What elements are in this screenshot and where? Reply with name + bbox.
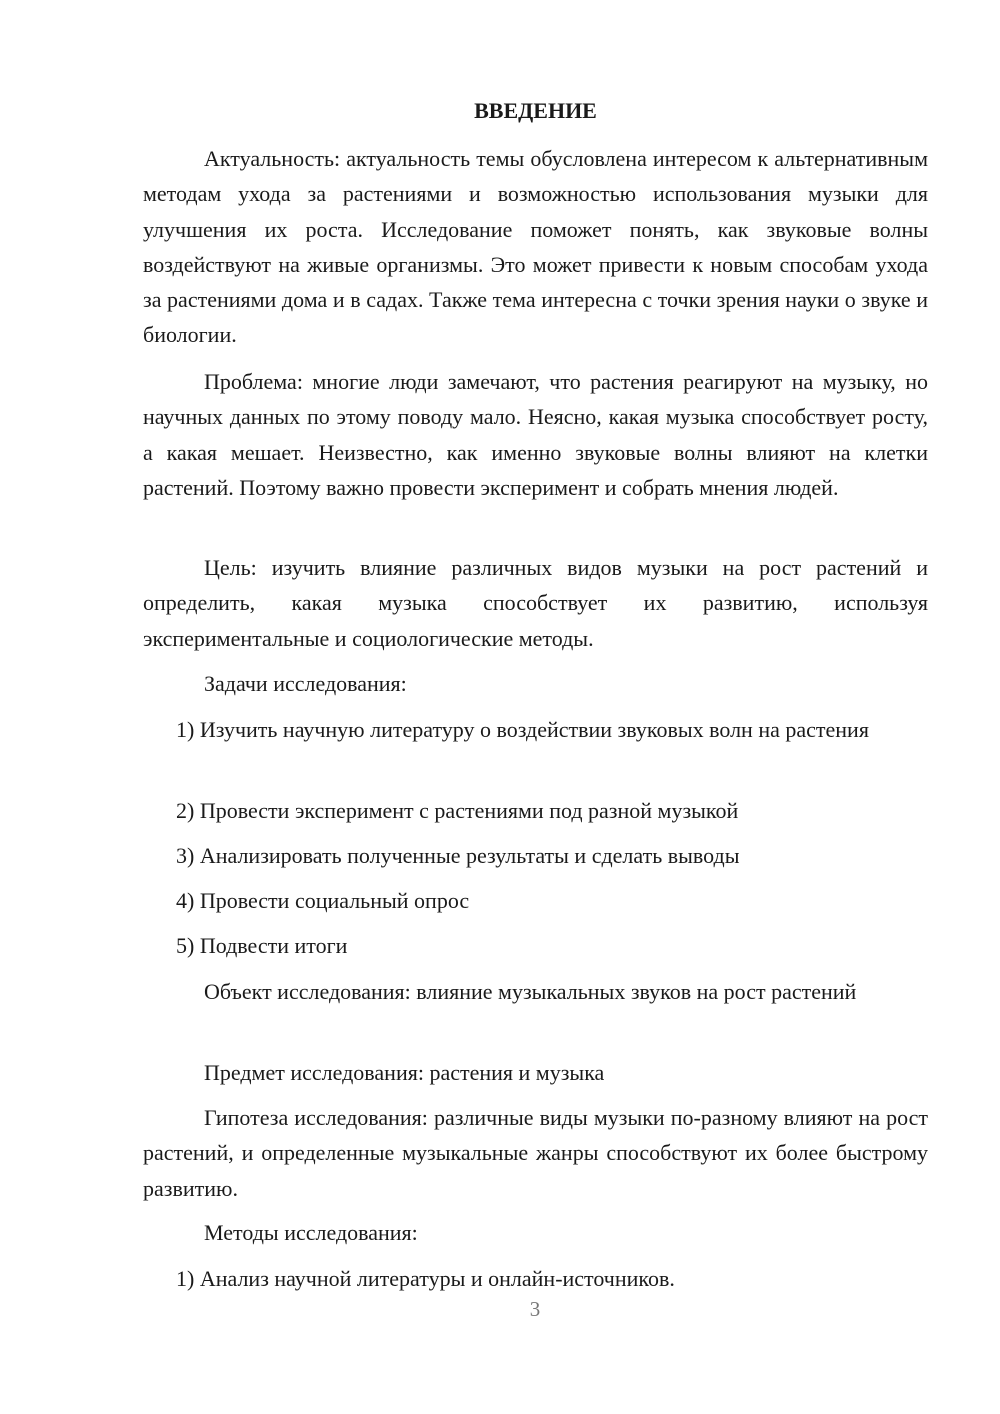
task-item: 1) Изучить научную литературу о воздействии звуковых волн на растения — [176, 717, 869, 742]
paragraph-hypothesis: Гипотеза исследования: различные виды музыки по-разному влияют на рост растений, и определенные музыкальные жанры способствуют их более быстрому развитию. — [143, 1105, 928, 1201]
task-item: 4) Провести социальный опрос — [176, 888, 470, 913]
task-item: 2) Провести эксперимент с растениями под разной музыкой — [176, 798, 739, 823]
paragraph-goal: Цель: изучить влияние различных видов музыки на рост растений и определить, какая музыка способствует их развитию, используя экспериментальные и социологические методы. — [143, 555, 928, 651]
methods-heading: Методы исследования: — [204, 1220, 418, 1245]
paragraph-relevance: Актуальность: актуальность темы обусловлена интересом к альтернативным методам ухода за растениями и возможностью использования музыки для улучшения их роста. Исследование поможет понять, как звуковые волны воздействуют на живые организмы. Это может привести к новым способам ухода за растениями дома и в садах. Также тема интересна с точки зрения науки о звуке и биологии. — [143, 146, 928, 348]
paragraph-problem: Проблема: многие люди замечают, что растения реагируют на музыку, но научных данных по этому поводу мало. Неясно, какая музыка способствует росту, а какая мешает. Неизвестно, как именно звуковые волны влияют на клетки растений. Поэтому важно провести эксперимент и собрать мнения людей. — [143, 369, 928, 500]
page-title: ВВЕДЕНИЕ — [474, 98, 597, 123]
method-item: 1) Анализ научной литературы и онлайн-источников. — [176, 1266, 675, 1291]
task-item: 5) Подвести итоги — [176, 933, 348, 958]
page-number: 3 — [529, 1297, 541, 1321]
paragraph-subject: Предмет исследования: растения и музыка — [204, 1060, 605, 1085]
tasks-heading: Задачи исследования: — [204, 671, 407, 696]
task-item: 3) Анализировать полученные результаты и сделать выводы — [176, 843, 740, 868]
paragraph-object: Объект исследования: влияние музыкальных звуков на рост растений — [204, 979, 857, 1004]
